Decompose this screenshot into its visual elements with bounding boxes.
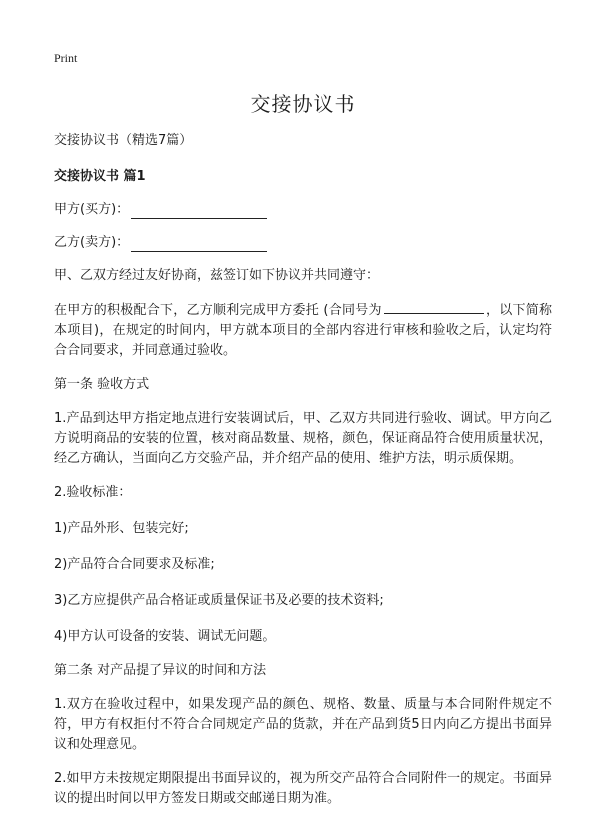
article2-paragraph2: 2.如甲方未按规定期限提出书面异议的，视为所交产品符合合同附件一的规定。书面异议的提出时间以甲方签发日期或交邮递日期为准。 — [54, 771, 552, 806]
article1-item3: 3)乙方应提供产品合格证或质量保证书及必要的技术资料; — [54, 593, 384, 608]
intro-paragraph: 甲、乙双方经过友好协商，兹签订如下协议并共同遵守： — [54, 268, 380, 283]
article1-title: 第一条 验收方式 — [54, 377, 150, 392]
article1-paragraph2: 2.验收标准： — [54, 485, 132, 500]
document-title: 交接协议书 — [250, 92, 356, 116]
article1-item2: 2)产品符合合同要求及标准; — [54, 557, 215, 572]
party-a-row — [54, 201, 552, 219]
document-subtitle: 交接协议书（精选7篇） — [54, 133, 193, 148]
article2-paragraph1: 1.双方在验收过程中，如果发现产品的颜色、规格、数量、质量与本合同附件规定不符，甲方有权拒付不符合合同规定产品的货款，并在产品到货5日内向乙方提出书面异议和处理意见。 — [54, 697, 552, 752]
contract-number-blank — [384, 300, 484, 314]
party-b-blank — [131, 237, 267, 252]
party-b-label: 乙方(卖方)： — [54, 235, 130, 250]
scope-paragraph — [54, 300, 552, 361]
party-b-row — [54, 234, 552, 252]
party-a-label: 甲方(买方)： — [54, 202, 130, 217]
scope-text-before: 在甲方的积极配合下，乙方顺利完成甲方委托 (合同号为 — [54, 303, 382, 318]
print-link[interactable]: Print — [54, 51, 78, 65]
article1-item1: 1)产品外形、包装完好; — [54, 521, 189, 536]
article2-title: 第二条 对产品提了异议的时间和方法 — [54, 663, 267, 678]
article1-paragraph1: 1.产品到达甲方指定地点进行安装调试后，甲、乙双方共同进行验收、调试。甲方向乙方说明商品的安装的位置，核对商品数量、规格，颜色，保证商品符合使用质量状况，经乙方确认，当面向乙方交验产品，并介绍产品的使用、维护方法，明示质保期。 — [54, 411, 552, 466]
scope-text-after: ，以下简称本项目)，在规定的时间内，甲方就本项目的全部内容进行审核和验收之后，认定均符合合同要求，并同意通过验收。 — [54, 303, 552, 358]
section-heading: 交接协议书 篇1 — [54, 169, 146, 184]
party-a-blank — [131, 204, 267, 219]
article1-item4: 4)甲方认可设备的安装、调试无问题。 — [54, 629, 276, 644]
